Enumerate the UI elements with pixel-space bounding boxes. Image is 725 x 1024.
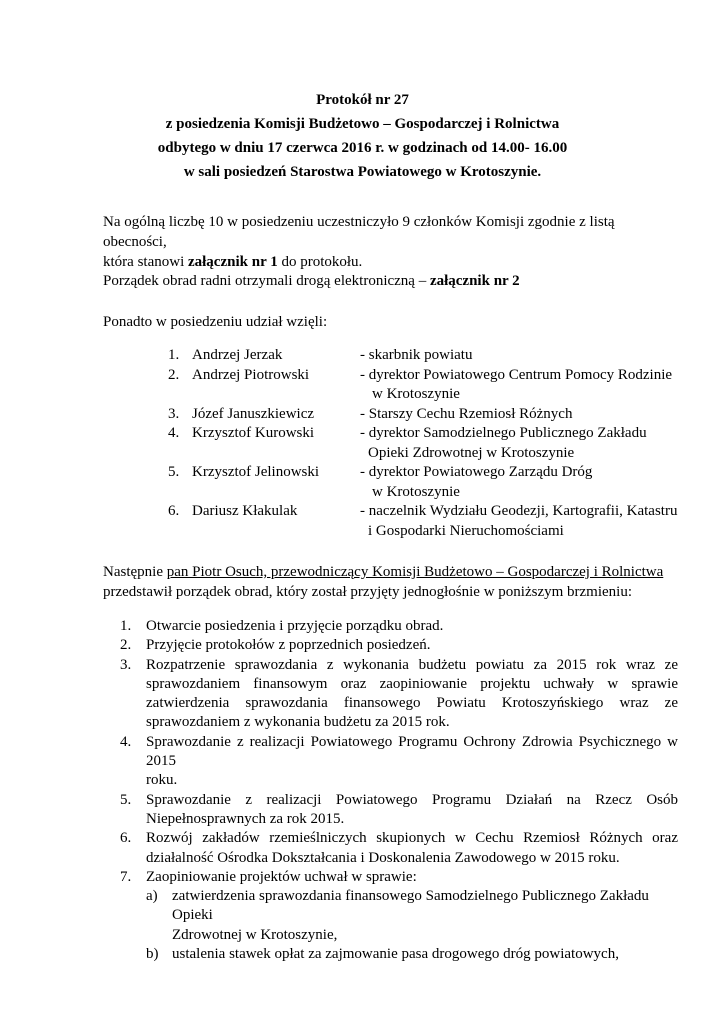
- agenda-item-number: 6.: [120, 830, 132, 847]
- chair-line-2: przedstawił porządek obrad, który został przyjęty jednogłośnie w poniższym brzmieniu:: [103, 584, 633, 600]
- attendee-number: 1.: [168, 347, 180, 363]
- agenda-item-line: sprawozdaniem z wykonania budżetu za 2015 rok.: [146, 714, 450, 731]
- attendee-role: [360, 522, 680, 542]
- agenda-item-number: 5.: [120, 791, 132, 808]
- attendee-name: [192, 444, 360, 464]
- agenda-item-line: Sprawozdanie z realizacji Powiatowego Programu Działań na Rzecz Osób: [146, 791, 678, 808]
- agenda-item: [120, 791, 680, 830]
- attendance-paragraph: [103, 212, 678, 272]
- attendee-name: Andrzej Piotrowski: [192, 366, 310, 383]
- title-line-1: Protokół nr 27: [316, 92, 409, 108]
- chair-name-underlined: pan Piotr Osuch, przewodniczący Komisji Budżetowo – Gospodarczej i Rolnictwa: [166, 564, 664, 580]
- attendee-number: 6.: [168, 503, 180, 519]
- attendee-role-text: - skarbnik powiatu: [360, 347, 473, 363]
- attachment-2-label: załącznik nr 2: [429, 273, 520, 289]
- agenda-item-text: [146, 791, 678, 830]
- attendee-number: [168, 444, 192, 464]
- attendee-role: [360, 444, 680, 464]
- agenda-item-text: [146, 868, 678, 887]
- agenda-list: [120, 617, 680, 964]
- agenda-item-number: 7.: [120, 868, 132, 885]
- agenda-item-text: [146, 829, 678, 868]
- attendee-role: [360, 346, 680, 366]
- agenda-item-line: Rozwój zakładów rzemieślniczych skupionych w Cechu Rzemiosł Różnych oraz: [146, 830, 678, 847]
- attendee-row: [168, 424, 688, 444]
- participants-intro: Ponadto w posiedzeniu udział wzięli:: [103, 314, 328, 330]
- attendance-text: która stanowi: [103, 254, 188, 270]
- agenda-subitem-line: zatwierdzenia sprawozdania finansowego Samodzielnego Publicznego Zakładu Opieki: [172, 888, 649, 924]
- attendee-role: [360, 366, 680, 386]
- attendee-name: [192, 385, 360, 405]
- agenda-subitem-line: Zdrowotnej w Krotoszynie,: [172, 926, 338, 943]
- attendee-number: [168, 522, 192, 542]
- attendee-row: [168, 463, 688, 483]
- attendee-number: 5.: [168, 464, 180, 480]
- agenda-item-line: zatwierdzenia sprawozdania finansowego Powiatu Krotoszyńskiego wraz ze: [146, 695, 678, 712]
- title-line-4: w sali posiedzeń Starostwa Powiatowego w Krotoszynie.: [183, 164, 542, 180]
- attendee-row: [168, 502, 688, 522]
- agenda-item-text: [146, 617, 678, 636]
- agenda-subitem-text: [172, 887, 678, 945]
- attendee-row-continuation: [168, 385, 688, 405]
- attendee-list: [168, 346, 688, 541]
- attendee-role: [360, 405, 680, 425]
- agenda-item-number: 1.: [120, 618, 132, 634]
- attendee-role: [360, 502, 680, 522]
- agenda-item: [120, 636, 680, 655]
- attendee-number: [168, 385, 192, 405]
- agenda-delivery-paragraph: [103, 271, 678, 291]
- attendance-line-2: [103, 252, 678, 272]
- protocol-title: [0, 88, 725, 184]
- chair-text: Następnie: [103, 564, 167, 580]
- attendee-number: 4.: [168, 425, 180, 441]
- attendance-line-1: Na ogólną liczbę 10 w posiedzeniu uczestniczyło 9 członków Komisji zgodnie z listą obecności,: [103, 214, 615, 250]
- attendee-name: Dariusz Kłakulak: [192, 503, 298, 519]
- agenda-subitem-line: ustalenia stawek opłat za zajmowanie pasa drogowego dróg powiatowych,: [172, 946, 619, 963]
- agenda-subitem-letter: b): [146, 946, 159, 963]
- agenda-item: [120, 656, 680, 733]
- agenda-sublist: [120, 887, 680, 964]
- attendee-row: [168, 346, 688, 366]
- attendee-number: [168, 483, 192, 503]
- attendee-role-text: w Krotoszynie: [372, 386, 460, 402]
- agenda-item-number: 4.: [120, 733, 132, 750]
- agenda-item-line: sprawozdaniem finansowym oraz zaopiniowanie projektu uchwały w sprawie: [146, 675, 678, 692]
- agenda-item-line: Zaopiniowanie projektów uchwał w sprawie:: [146, 868, 417, 885]
- chair-line-1: [103, 562, 678, 582]
- attendee-name: Józef Januszkiewicz: [192, 405, 315, 422]
- agenda-delivery-text: Porządek obrad radni otrzymali drogą elektroniczną –: [103, 273, 430, 289]
- attendee-role-text: w Krotoszynie: [372, 483, 460, 500]
- attendee-name: [192, 483, 360, 503]
- attendee-role-text: i Gospodarki Nieruchomościami: [368, 522, 564, 539]
- attendee-row-continuation: [168, 444, 688, 464]
- agenda-item-line: działalność Ośrodka Dokształcania i Doskonalenia Zawodowego w 2015 roku.: [146, 849, 620, 866]
- attendee-row: [168, 366, 688, 386]
- chair-paragraph: [103, 562, 678, 602]
- attendee-name: Krzysztof Jelinowski: [192, 464, 320, 480]
- agenda-subitem: [146, 887, 680, 945]
- agenda-item: [120, 733, 680, 791]
- attendee-name: [192, 522, 360, 542]
- title-line-3: odbytego w dniu 17 czerwca 2016 r. w godzinach od 14.00- 16.00: [157, 140, 568, 156]
- attendee-row-continuation: [168, 483, 688, 503]
- agenda-subitem: [146, 945, 680, 964]
- agenda-item-text: [146, 636, 678, 655]
- agenda-item-line: Przyjęcie protokołów z poprzednich posiedzeń.: [146, 637, 431, 654]
- attendee-role: [360, 424, 680, 444]
- attendee-role-text: - dyrektor Samodzielnego Publicznego Zakładu: [360, 425, 647, 441]
- attendee-name: Krzysztof Kurowski: [192, 425, 315, 441]
- title-line-2: z posiedzenia Komisji Budżetowo – Gospodarczej i Rolnictwa: [165, 116, 560, 132]
- attendee-role: [360, 385, 680, 405]
- attendee-role-text: - naczelnik Wydziału Geodezji, Kartografii, Katastru: [360, 503, 678, 519]
- attendee-number: 3.: [168, 405, 180, 422]
- attendee-role-text: Opieki Zdrowotnej w Krotoszynie: [368, 444, 575, 461]
- attendee-role: [360, 483, 680, 503]
- agenda-item: [120, 617, 680, 636]
- agenda-item-number: 3.: [120, 656, 132, 673]
- agenda-item-number: 2.: [120, 637, 132, 654]
- agenda-item-line: Niepełnosprawnych za rok 2015.: [146, 810, 345, 827]
- attendance-text-end: do protokołu.: [277, 254, 363, 270]
- attendee-role: [360, 463, 680, 483]
- attendee-number: 2.: [168, 366, 180, 383]
- attachment-1-label: załącznik nr 1: [187, 254, 278, 270]
- agenda-item-line: Rozpatrzenie sprawozdania z wykonania budżetu powiatu za 2015 rok wraz ze: [146, 656, 678, 673]
- agenda-item-text: [146, 656, 678, 733]
- agenda-item: [120, 829, 680, 868]
- agenda-subitem-text: [172, 945, 678, 964]
- agenda-item-line: roku.: [146, 772, 178, 789]
- agenda-subitem-letter: a): [146, 888, 158, 905]
- attendee-row-continuation: [168, 522, 688, 542]
- attendee-name: Andrzej Jerzak: [192, 347, 283, 363]
- agenda-item: [120, 868, 680, 887]
- agenda-item-text: [146, 733, 678, 791]
- attendee-role-text: - Starszy Cechu Rzemiosł Różnych: [360, 405, 573, 422]
- attendee-role-text: - dyrektor Powiatowego Zarządu Dróg: [360, 464, 593, 480]
- agenda-item-line: Otwarcie posiedzenia i przyjęcie porządku obrad.: [146, 618, 444, 634]
- agenda-item-line: Sprawozdanie z realizacji Powiatowego Programu Ochrony Zdrowia Psychicznego w 2015: [146, 733, 678, 770]
- attendee-role-text: - dyrektor Powiatowego Centrum Pomocy Rodzinie: [360, 366, 673, 383]
- attendee-row: [168, 405, 688, 425]
